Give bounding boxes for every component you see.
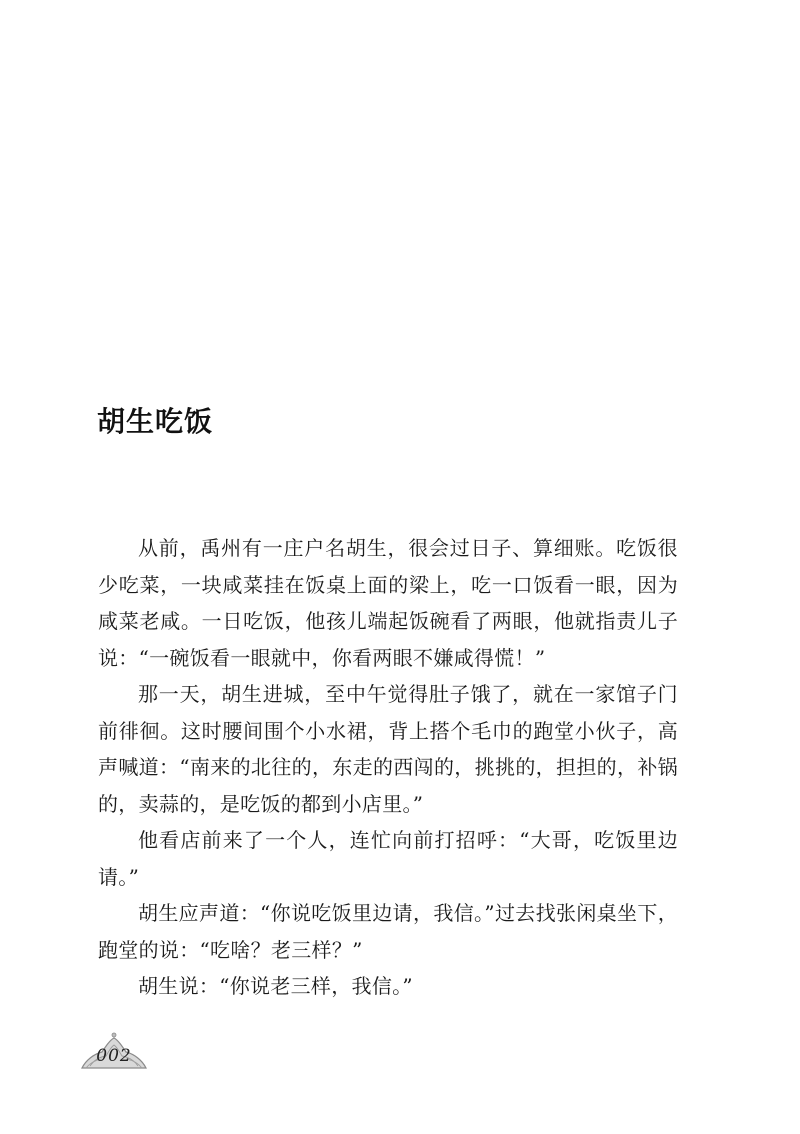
paragraph-4: 胡生应声道：“你说吃饭里边请，我信。”过去找张闲桌坐下，跑堂的说：“吃啥？老三样？” — [98, 901, 678, 962]
paragraph-5: 胡生说：“你说老三样，我信。” — [138, 974, 413, 998]
paragraph-2: 那一天，胡生进城，至中午觉得肚子饿了，就在一家馆子门前徘徊。这时腰间围个小水裙，背上搭个毛巾的跑堂小伙子，高声喊道：“南来的北往的，东走的西闯的，挑挑的，担担的，补锅的，卖蒜的，是吃饭的都到小店里。” — [98, 682, 678, 816]
page-title: 胡生吃饭 — [97, 405, 214, 438]
page-number: 002 — [96, 1046, 132, 1066]
paragraph-3: 他看店前来了一个人，连忙向前打招呼：“大哥，吃饭里边请。” — [98, 828, 678, 889]
paragraph-1: 从前，禹州有一庄户名胡生，很会过日子、算细账。吃饭很少吃菜，一块咸菜挂在饭桌上面的梁上，吃一口饭看一眼，因为咸菜老咸。一日吃饭，他孩儿端起饭碗看了两眼，他就指责儿子说：“一碗饭看一眼就中，你看两眼不嫌咸得慌！” — [98, 536, 678, 670]
body-text — [98, 530, 678, 1005]
page-folio — [80, 1030, 148, 1070]
